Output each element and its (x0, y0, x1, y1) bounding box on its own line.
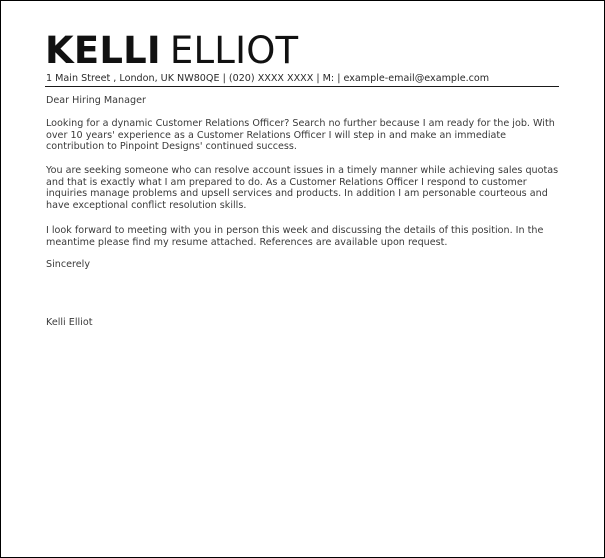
paragraph-qualifications: You are seeking someone who can resolve account issues in a timely manner while achieving sales quotas and that is exactly what I am prepared to do. As a Customer Relations Officer I respond to customer inquiries manage problems and upsell services and products. In addition I am personable courteous and have exceptional conflict resolution skills. (46, 165, 559, 211)
paragraph-closing: I look forward to meeting with you in person this week and discussing the details of this position. In the meantime please find my resume attached. References are available upon request. (46, 225, 544, 248)
contact-line: 1 Main Street , London, UK NW80QE | (020) XXXX XXXX | M: | example-email@example.com (46, 73, 490, 84)
closing: Sincerely (46, 259, 90, 270)
applicant-first-name: KELLI (45, 29, 161, 72)
header-divider (45, 86, 559, 87)
signature-name: Kelli Elliot (46, 317, 93, 328)
paragraph-opening: Looking for a dynamic Customer Relations Officer? Search no further because I am ready for the job. With over 10 years' experience as a Customer Relations Officer I will step in and make an immediate contribution to Pinpoint Designs' continued success. (46, 118, 555, 153)
salutation: Dear Hiring Manager (46, 95, 146, 106)
applicant-last-name: ELLIOT (169, 29, 299, 72)
applicant-name (45, 31, 298, 71)
